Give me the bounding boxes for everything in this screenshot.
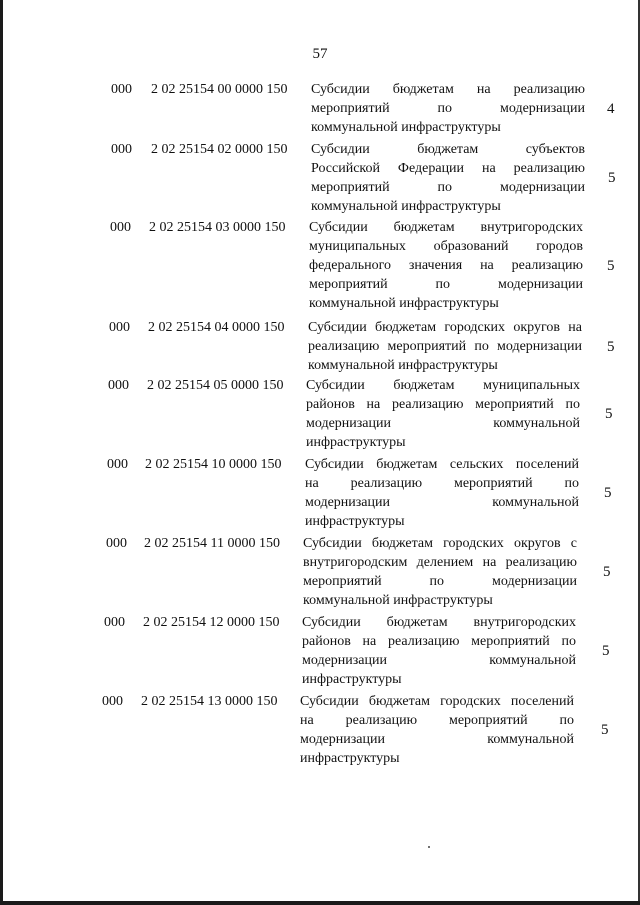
table-row: [0, 534, 640, 610]
income-description: [302, 613, 576, 689]
budget-classification-code: 2 02 25154 02 0000 150: [151, 142, 288, 157]
description-line: районов на реализацию мероприятий по: [302, 634, 576, 649]
admin-code: 000: [102, 694, 123, 709]
income-description: [305, 455, 579, 531]
description-line: инфраструктуры: [305, 514, 405, 529]
description-line: Субсидии бюджетам субъектов: [311, 142, 585, 157]
budget-classification-code: 2 02 25154 03 0000 150: [149, 220, 286, 235]
description-line: модернизации коммунальной: [306, 416, 580, 431]
table-row: [0, 218, 640, 313]
table-row: [0, 80, 640, 137]
admin-code: 000: [111, 142, 132, 157]
table-row: [0, 318, 640, 375]
admin-code: 000: [104, 615, 125, 630]
description-line: реализацию мероприятий по модернизации: [308, 339, 582, 354]
description-line: районов на реализацию мероприятий по: [306, 397, 580, 412]
description-line: Субсидии бюджетам на реализацию: [311, 82, 585, 97]
description-line: мероприятий по модернизации: [311, 180, 585, 195]
admin-code: 000: [107, 457, 128, 472]
scan-speck: [428, 846, 430, 848]
table-row: [0, 376, 640, 452]
amount-value: 4: [607, 100, 615, 117]
description-line: Субсидии бюджетам городских поселений: [300, 694, 574, 709]
scan-edge-bottom: [0, 901, 640, 905]
budget-classification-code: 2 02 25154 05 0000 150: [147, 378, 284, 393]
amount-value: 5: [607, 257, 615, 274]
table-row: [0, 692, 640, 768]
table-row: [0, 455, 640, 531]
description-line: коммунальной инфраструктуры: [308, 358, 498, 373]
budget-classification-code: 2 02 25154 00 0000 150: [151, 82, 288, 97]
description-line: модернизации коммунальной: [305, 495, 579, 510]
description-line: коммунальной инфраструктуры: [303, 593, 493, 608]
description-line: коммунальной инфраструктуры: [311, 120, 501, 135]
income-description: [309, 218, 583, 313]
amount-value: 5: [608, 170, 616, 186]
table-row: [0, 140, 640, 216]
budget-classification-code: 2 02 25154 11 0000 150: [144, 536, 280, 551]
description-line: мероприятий по модернизации: [311, 101, 585, 116]
income-description: [303, 534, 577, 610]
admin-code: 000: [110, 220, 131, 235]
amount-value: 5: [601, 722, 609, 738]
description-line: инфраструктуры: [302, 672, 402, 687]
admin-code: 000: [109, 320, 130, 335]
description-line: инфраструктуры: [300, 751, 400, 766]
description-line: Субсидии бюджетам внутригородских: [309, 220, 583, 235]
description-line: Субсидии бюджетам городских округов с: [303, 536, 577, 551]
income-description: [308, 318, 582, 375]
budget-classification-code: 2 02 25154 10 0000 150: [145, 457, 282, 472]
income-description: [311, 140, 585, 216]
description-line: Субсидии бюджетам муниципальных: [306, 378, 580, 393]
description-line: Субсидии бюджетам городских округов на: [308, 320, 582, 335]
description-line: Субсидии бюджетам сельских поселений: [305, 457, 579, 472]
description-line: модернизации коммунальной: [302, 653, 576, 668]
budget-classification-code: 2 02 25154 12 0000 150: [143, 615, 280, 630]
amount-value: 5: [602, 643, 610, 659]
income-description: [306, 376, 580, 452]
description-line: мероприятий по модернизации: [309, 277, 583, 292]
budget-classification-code: 2 02 25154 13 0000 150: [141, 694, 278, 709]
description-line: муниципальных образований городов: [309, 239, 583, 254]
description-line: инфраструктуры: [306, 435, 406, 450]
description-line: на реализацию мероприятий по: [300, 713, 574, 728]
admin-code: 000: [111, 82, 132, 97]
budget-classification-code: 2 02 25154 04 0000 150: [148, 320, 285, 335]
admin-code: 000: [108, 378, 129, 393]
description-line: внутригородским делением на реализацию: [303, 555, 577, 570]
income-description: [300, 692, 574, 768]
amount-value: 5: [604, 485, 612, 501]
description-line: модернизации коммунальной: [300, 732, 574, 747]
amount-value: 5: [603, 564, 611, 580]
table-row: [0, 613, 640, 689]
amount-value: 5: [605, 406, 613, 422]
admin-code: 000: [106, 536, 127, 551]
description-line: на реализацию мероприятий по: [305, 476, 579, 491]
description-line: Российской Федерации на реализацию: [311, 161, 585, 176]
description-line: коммунальной инфраструктуры: [311, 199, 501, 214]
description-line: федерального значения на реализацию: [309, 258, 583, 273]
description-line: мероприятий по модернизации: [303, 574, 577, 589]
income-description: [311, 80, 585, 137]
page-number: 57: [312, 46, 328, 62]
amount-value: 5: [607, 338, 615, 355]
description-line: коммунальной инфраструктуры: [309, 296, 499, 311]
description-line: Субсидии бюджетам внутригородских: [302, 615, 576, 630]
